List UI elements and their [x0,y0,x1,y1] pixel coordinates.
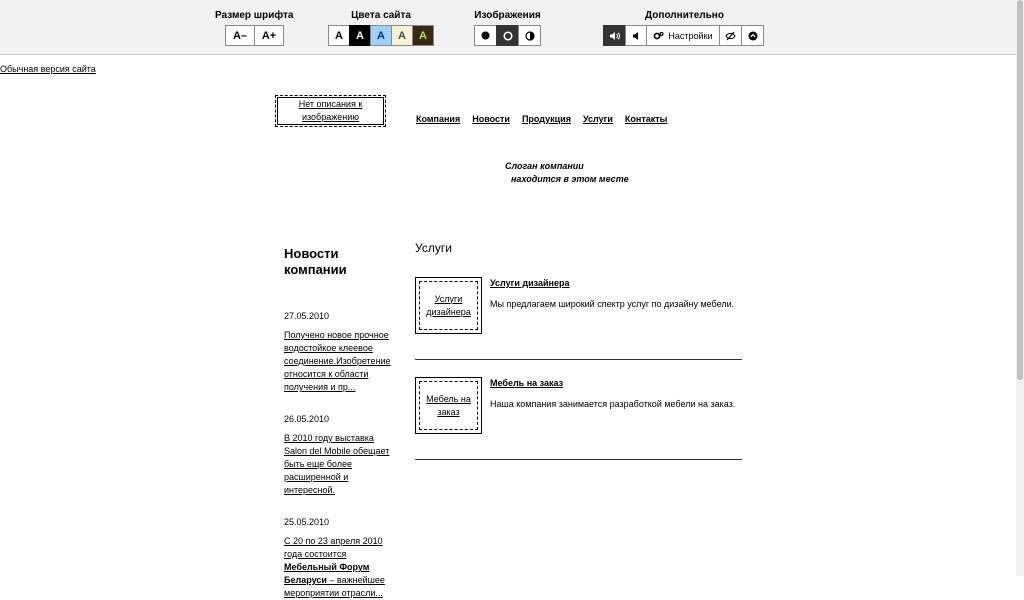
scrollbar-thumb[interactable] [1017,0,1023,380]
news-sidebar [284,246,394,600]
service-image-alt: Услуги дизайнера [419,281,478,330]
sidebar-title: Новости компании [284,246,347,277]
images-on-button[interactable] [474,25,497,46]
news-text-start: С 20 по 23 апреля 2010 года состоится [284,536,383,559]
images-off-button[interactable] [496,25,519,46]
company-slogan [505,160,629,186]
gears-icon [653,31,664,41]
extra-title: Дополнительно [645,10,724,21]
color-scheme-button[interactable]: A [370,25,392,46]
site-colors-group [328,10,434,46]
half-circle-icon [525,31,535,41]
scroll-top-button[interactable] [741,25,764,46]
nav-item-contacts[interactable]: Контакты [624,114,668,124]
hide-panel-button[interactable] [719,25,742,46]
normal-version-link[interactable]: Обычная версия сайта [0,64,96,74]
news-link[interactable]: В 2010 году выставка Salon del Mobile обещает быть еще более расширенной и интересной. [284,433,390,495]
news-item [284,311,394,394]
accessibility-panel [0,0,1016,55]
font-increase-button[interactable]: A+ [254,25,284,46]
page-title: Услуги [415,241,452,255]
logo-placeholder[interactable] [275,95,386,127]
eye-slash-icon [725,31,736,41]
service-description: Наша компания занимается разработкой мебели на заказ. [490,399,736,409]
speech-on-button[interactable] [603,25,626,46]
settings-label: Настройки [668,30,713,41]
circle-up-icon [748,31,758,41]
color-scheme-button[interactable]: A [328,25,350,46]
volume-down-icon [632,31,640,41]
service-image-alt: Мебель на заказ [419,381,478,430]
nav-item-services[interactable]: Услуги [582,114,613,124]
news-date: 27.05.2010 [284,311,330,321]
divider [415,459,742,460]
service-description: Мы предлагаем широкий спектр услуг по дизайну мебели. [490,299,735,309]
logo-alt-text: Нет описания к изображению [298,99,363,122]
speech-off-button[interactable] [625,25,647,46]
service-title-link[interactable]: Услуги дизайнера [490,278,570,288]
news-date: 26.05.2010 [284,414,330,424]
images-title: Изображения [474,10,541,21]
main-nav [416,114,667,124]
empty-circle-icon [503,31,513,41]
divider [415,359,742,360]
news-link[interactable] [284,535,394,600]
color-scheme-button[interactable]: A [349,25,371,46]
volume-up-icon [609,31,620,41]
service-title-link[interactable]: Мебель на заказ [490,378,564,388]
nav-item-news[interactable]: Новости [472,114,510,124]
slogan-line-2: находится в этом месте [511,174,629,184]
services-content [415,241,742,417]
service-image[interactable] [415,277,482,334]
news-date: 25.05.2010 [284,517,330,527]
font-decrease-button[interactable]: A– [225,25,255,46]
news-text-end: – важнейшее мероприятии отрасли... [284,575,385,598]
nav-item-company[interactable]: Компания [416,114,461,124]
news-text-bold: Мебельный Форум Беларуси [284,562,370,585]
site-colors-title: Цвета сайта [351,10,411,21]
images-grayscale-button[interactable] [518,25,541,46]
service-image[interactable] [415,377,482,434]
images-group [474,10,541,46]
news-item [284,517,394,600]
color-scheme-button[interactable]: A [391,25,413,46]
slogan-line-1: Слоган компании [505,161,584,171]
news-item [284,414,394,497]
font-size-title: Размер шрифта [215,10,294,21]
page-scrollbar[interactable] [1016,0,1024,576]
extra-group [603,10,766,46]
nav-item-products[interactable]: Продукция [521,114,571,124]
settings-button[interactable] [646,25,720,46]
news-link[interactable]: Получено новое прочное водостойкое клеевое соединение.Изобретение относится к области получения и пр... [284,330,391,392]
filled-circle-icon [481,31,490,40]
color-scheme-button[interactable]: A [412,25,434,46]
font-size-group [215,10,293,46]
